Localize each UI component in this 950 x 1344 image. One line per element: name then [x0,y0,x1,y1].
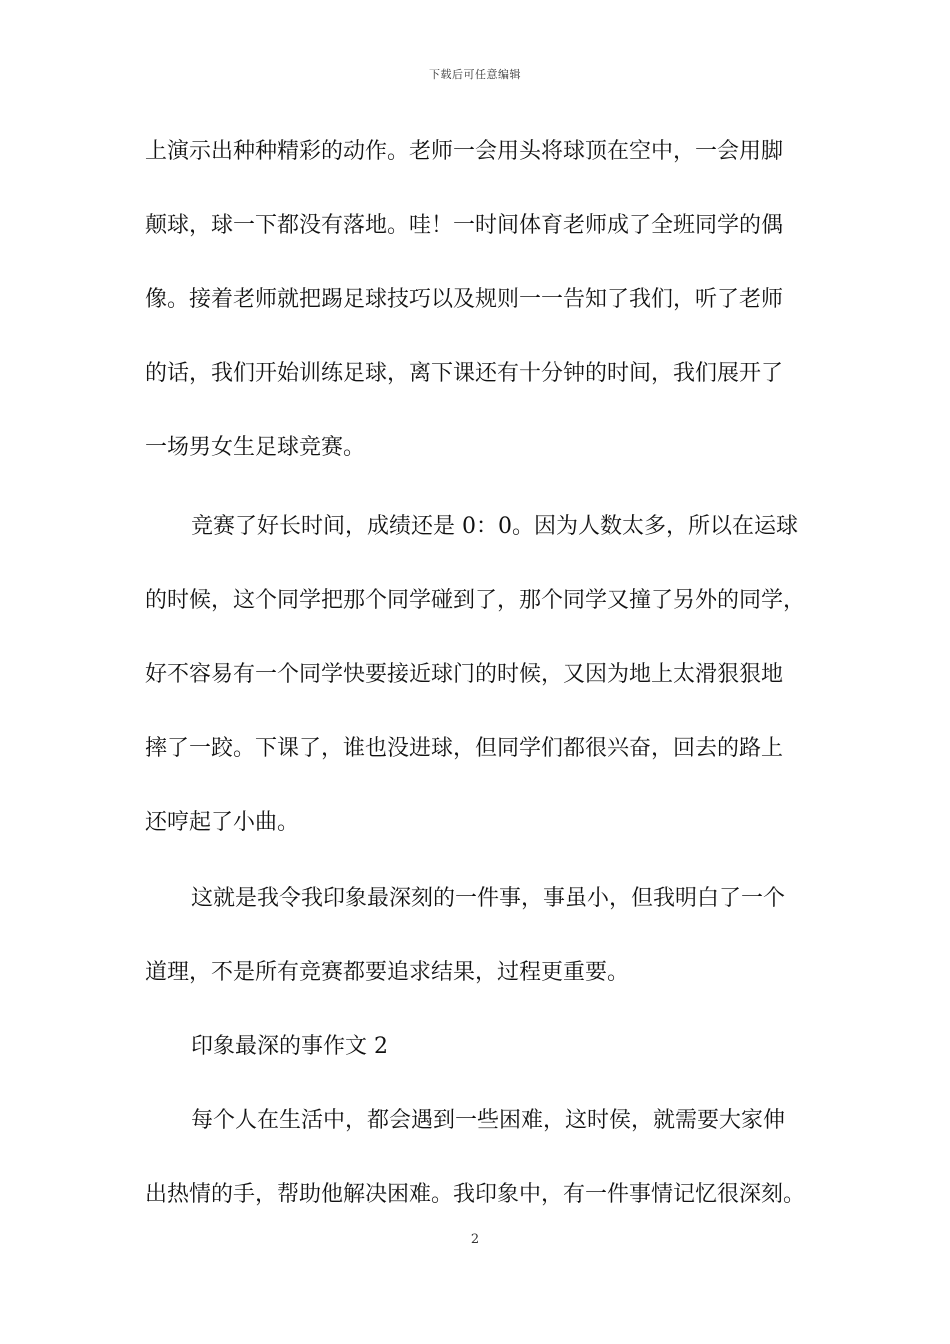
text-line: 上演示出种种精彩的动作。老师一会用头将球顶在空中，一会用脚 [145,139,784,164]
text-line: 一场男女生足球竞赛。 [145,435,366,460]
page-number: 2 [470,1232,480,1247]
paragraph-start-line: 这就是我令我印象最深刻的一件事，事虽小，但我明白了一个 [191,886,786,911]
paragraph-start-line: 竞赛了好长时间，成绩还是 0：0。因为人数太多，所以在运球 [191,514,798,539]
text-line: 还哼起了小曲。 [145,810,300,835]
text-line: 道理，不是所有竞赛都要追求结果，过程更重要。 [145,960,630,985]
text-line: 的话，我们开始训练足球，离下课还有十分钟的时间，我们展开了 [145,361,784,386]
paragraph-start-line: 每个人在生活中，都会遇到一些困难，这时侯，就需要大家伸 [191,1108,786,1133]
text-line: 像。接着老师就把踢足球技巧以及规则一一告知了我们，听了老师 [145,287,784,312]
text-line: 好不容易有一个同学快要接近球门的时候，又因为地上太滑狠狠地 [145,662,784,687]
section-title: 印象最深的事作文 2 [191,1034,388,1059]
page-header-note: 下载后可任意编辑 [429,68,521,81]
text-line: 摔了一跤。下课了，谁也没进球，但同学们都很兴奋，回去的路上 [145,736,784,761]
text-line: 出热情的手，帮助他解决困难。我印象中，有一件事情记忆很深刻。 [145,1182,806,1207]
text-line: 颠球，球一下都没有落地。哇！一时间体育老师成了全班同学的偶 [145,213,784,238]
text-line: 的时候，这个同学把那个同学碰到了，那个同学又撞了另外的同学， [145,588,806,613]
